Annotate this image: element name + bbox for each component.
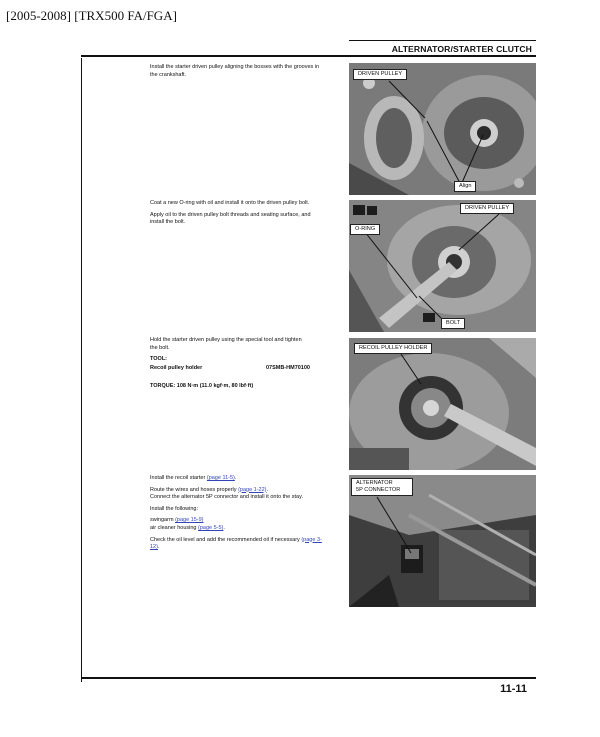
footer-rule <box>81 677 536 679</box>
callout-alternator-line2: 5P CONNECTOR <box>356 487 401 493</box>
step4-install-list <box>150 517 330 532</box>
route-text: Route the wires and hoses properly <box>150 486 239 493</box>
step4-install-recoil <box>150 475 330 483</box>
photo-recoil-pulley-holder <box>349 338 536 470</box>
photo-driven-pulley-align <box>349 63 536 195</box>
callout-recoil-pulley-holder: RECOIL PULLEY HOLDER <box>354 343 432 354</box>
link-page-11-5[interactable]: (page 11-5) <box>206 475 235 481</box>
left-margin-line <box>81 58 82 682</box>
callout-o-ring: O-RING <box>350 224 380 235</box>
step1-text <box>150 64 320 83</box>
photo-pulley-bolt-graphic <box>349 200 536 332</box>
photo-alternator-connector <box>349 475 536 607</box>
step2-paragraph-1: Coat a new O-ring with oil and install it onto the driven pulley bolt. <box>150 200 310 206</box>
link-page-3-12[interactable]: (page 3-12) <box>150 536 322 551</box>
step2-text <box>150 200 320 231</box>
step4-route <box>150 487 330 495</box>
tool-name: Recoil pulley holder <box>150 364 203 371</box>
torque-spec: TORQUE: 108 N·m (11.0 kgf·m, 80 lbf·ft) <box>150 383 254 390</box>
swingarm-text: swingarm <box>150 517 176 524</box>
check-oil-text: Check the oil level and add the recommended oil if necessary <box>150 536 302 543</box>
callout-align: Align <box>454 181 476 192</box>
link-page-5-5[interactable]: (page 5-5) <box>198 524 224 531</box>
tool-row <box>150 365 310 373</box>
air-cleaner-text: air cleaner housing <box>150 524 199 531</box>
step2-paragraph-2: Apply oil to the driven pulley bolt threads and seating surface, and install the bolt. <box>150 211 311 226</box>
callout-alternator-connector <box>351 478 413 496</box>
tool-number: 07SMB-HM70100 <box>265 364 310 371</box>
install-recoil-text: Install the recoil starter <box>150 475 207 481</box>
link-page-1-22[interactable]: (page 1-22) <box>238 486 267 493</box>
callout-driven-pulley-2: DRIVEN PULLEY <box>460 203 514 214</box>
route-end: . <box>266 486 269 493</box>
section-title: ALTERNATOR/STARTER CLUTCH <box>391 44 532 54</box>
step1-paragraph: Install the starter driven pulley aligning the bosses with the grooves in the crankshaft. <box>150 64 320 78</box>
air-cleaner-end: . <box>223 524 225 531</box>
photo-recoil-pulley-holder-graphic <box>349 338 536 470</box>
step4-install-following: Install the following: <box>150 505 198 512</box>
link-page-15-9[interactable]: (page 15-9) <box>175 517 204 524</box>
document-header: [2005-2008] [TRX500 FA/FGA] <box>6 8 177 23</box>
callout-bolt: BOLT <box>441 318 465 329</box>
callout-driven-pulley: DRIVEN PULLEY <box>353 69 407 80</box>
step4-check-oil <box>150 537 330 552</box>
step3-text <box>150 337 310 395</box>
page-number: 11-11 <box>500 683 527 695</box>
step4-connect: Connect the alternator 5P connector and install it onto the stay. <box>150 494 303 501</box>
header-top-rule <box>349 40 536 41</box>
check-oil-end: . <box>157 544 160 551</box>
step3-paragraph: Hold the starter driven pulley using the special tool and tighten the bolt. <box>150 337 302 351</box>
callout-alternator-line1: ALTERNATOR <box>356 480 393 486</box>
photo-driven-pulley-align-graphic <box>349 63 536 195</box>
tool-heading: TOOL: <box>150 356 168 363</box>
section-rule <box>81 55 536 57</box>
step4-text <box>150 475 330 556</box>
photo-pulley-bolt <box>349 200 536 332</box>
install-recoil-end: . <box>234 475 237 481</box>
